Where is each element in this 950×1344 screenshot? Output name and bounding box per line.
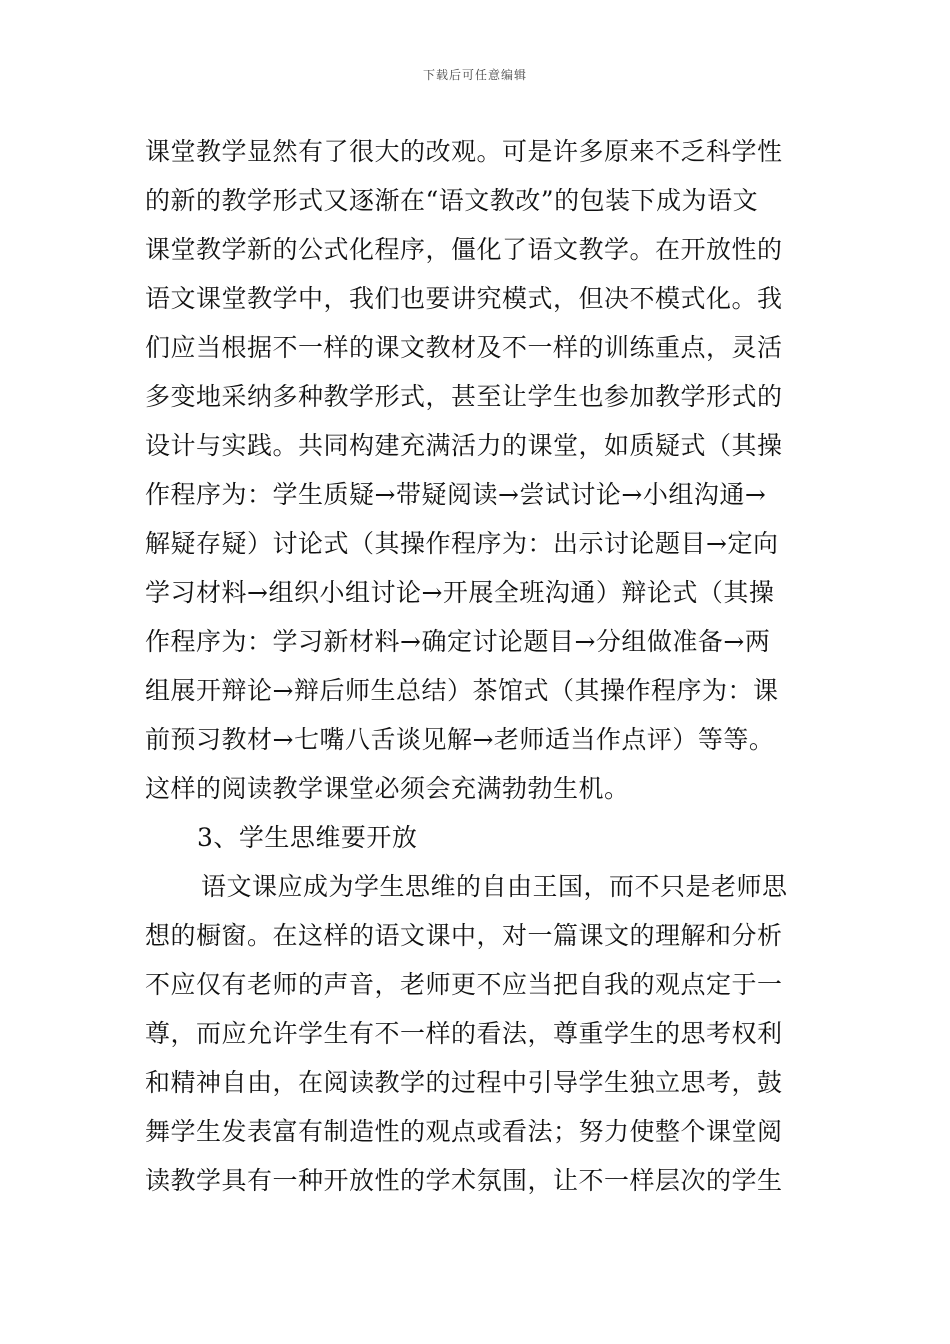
text-line: 作程序为：学习新材料→确定讨论题目→分组做准备→两 [145,627,771,656]
text-line: 作程序为：学生质疑→带疑阅读→尝试讨论→小组沟通→ [145,480,767,509]
text-line: 课堂教学新的公式化程序，僵化了语文教学。在开放性的 [145,235,783,264]
text-line: 课堂教学显然有了很大的改观。可是许多原来不乏科学性 [145,137,783,166]
paragraph-2 [145,862,815,1205]
page-header-note: 下载后可任意编辑 [422,68,527,82]
text-line: 组展开辩论→辩后师生总结）茶馆式（其操作程序为：课 [145,676,779,705]
text-line: 语文课堂教学中，我们也要讲究模式，但决不模式化。我 [145,284,783,313]
text-line: 这样的阅读教学课堂必须会充满勃勃生机。 [145,774,630,803]
text-line: 不应仅有老师的声音，老师更不应当把自我的观点定于一 [145,970,783,999]
text-line: 多变地采纳多种教学形式，甚至让学生也参加教学形式的 [145,382,783,411]
text-line: 读教学具有一种开放性的学术氛围，让不一样层次的学生 [145,1166,783,1195]
text-line: 学习材料→组织小组讨论→开展全班沟通）辩论式（其操 [145,578,775,607]
text-line: 前预习教材→七嘴八舌谈见解→老师适当作点评）等等。 [145,725,775,754]
section-3 [145,813,815,862]
text-line: 和精神自由，在阅读教学的过程中引导学生独立思考，鼓 [145,1068,783,1097]
text-line: 设计与实践。共同构建充满活力的课堂，如质疑式（其操 [145,431,783,460]
text-line: 舞学生发表富有制造性的观点或看法；努力使整个课堂阅 [145,1117,783,1146]
text-line: 语文课应成为学生思维的自由王国，而不只是老师思 [201,872,788,901]
section-heading: 3、学生思维要开放 [197,823,418,852]
text-line: 尊，而应允许学生有不一样的看法，尊重学生的思考权利 [145,1019,783,1048]
paragraph-1 [145,127,815,813]
text-line: 解疑存疑）讨论式（其操作程序为：出示讨论题目→定向 [145,529,779,558]
text-line: 的新的教学形式又逐渐在“语文教改”的包装下成为语文 [145,186,759,215]
document-body [145,127,815,1205]
text-line: 想的橱窗。在这样的语文课中，对一篇课文的理解和分析 [145,921,783,950]
text-line: 们应当根据不一样的课文教材及不一样的训练重点，灵活 [145,333,783,362]
